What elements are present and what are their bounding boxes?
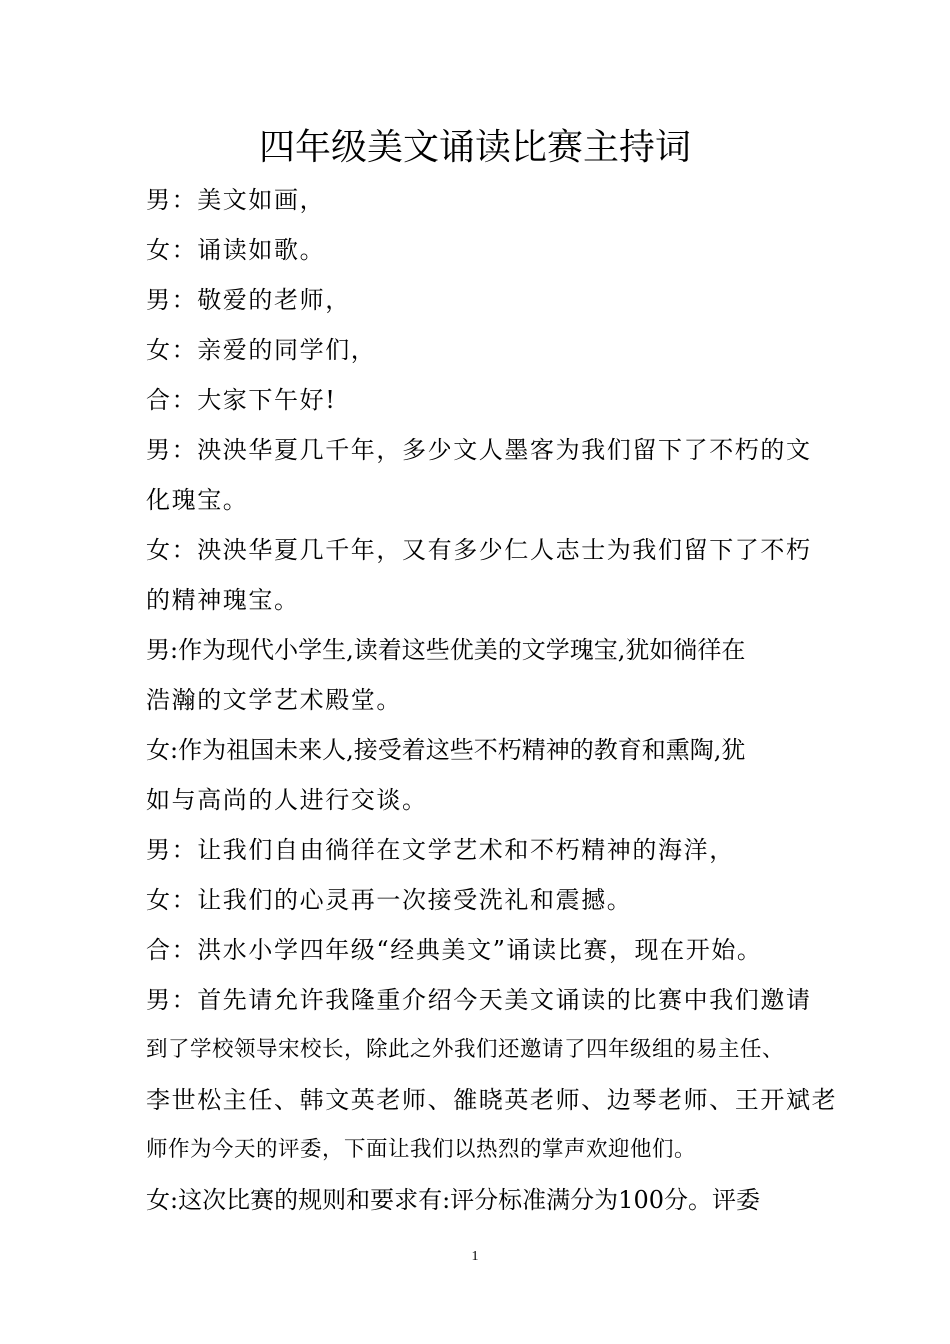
paragraph-line: 女：让我们的心灵再一次接受洗礼和震撼。 [146,886,633,914]
paragraph-line: 男：敬爱的老师， [146,286,351,314]
paragraph-line: 到了学校领导宋校长，除此之外我们还邀请了四年级组的易主任、 [146,1037,785,1062]
paragraph-line: 女：诵读如歌。 [146,236,326,264]
paragraph-line: 男：泱泱华夏几千年，多少文人墨客为我们留下了不朽的文 [146,436,812,464]
paragraph-line: 女：亲爱的同学们， [146,336,377,364]
paragraph-line: 李世松主任、韩文英老师、雒晓英老师、边琴老师、王开斌老 [146,1086,838,1114]
document-body [146,175,838,1225]
paragraph-line: 的精神瑰宝。 [146,586,300,614]
paragraph-line: 化瑰宝。 [146,486,249,514]
paragraph-line: 合：洪水小学四年级“经典美文”诵读比赛，现在开始。 [146,936,763,964]
paragraph-line: 浩瀚的文学艺术殿堂。 [146,686,402,714]
paragraph-line: 女:这次比赛的规则和要求有:评分标准满分为100分。评委 [146,1186,760,1214]
paragraph-line: 男：让我们自由徜徉在文学艺术和不朽精神的海洋， [146,836,735,864]
paragraph-line: 合：大家下午好! [146,386,337,414]
paragraph-line: 女：泱泱华夏几千年，又有多少仁人志士为我们留下了不朽 [146,536,812,564]
document-title: 四年级美文诵读比赛主持词 [258,127,691,168]
paragraph-line: 男:作为现代小学生,读着这些优美的文学瑰宝,犹如徜徉在 [146,636,746,664]
page-number: 1 [471,1249,479,1264]
paragraph-line: 女:作为祖国未来人,接受着这些不朽精神的教育和熏陶,犹 [146,736,746,764]
paragraph-line: 男：美文如画， [146,186,326,214]
paragraph-line: 师作为今天的评委，下面让我们以热烈的掌声欢迎他们。 [146,1137,697,1162]
paragraph-line: 男：首先请允许我隆重介绍今天美文诵读的比赛中我们邀请 [146,986,812,1014]
paragraph-line: 如与高尚的人进行交谈。 [146,786,428,814]
